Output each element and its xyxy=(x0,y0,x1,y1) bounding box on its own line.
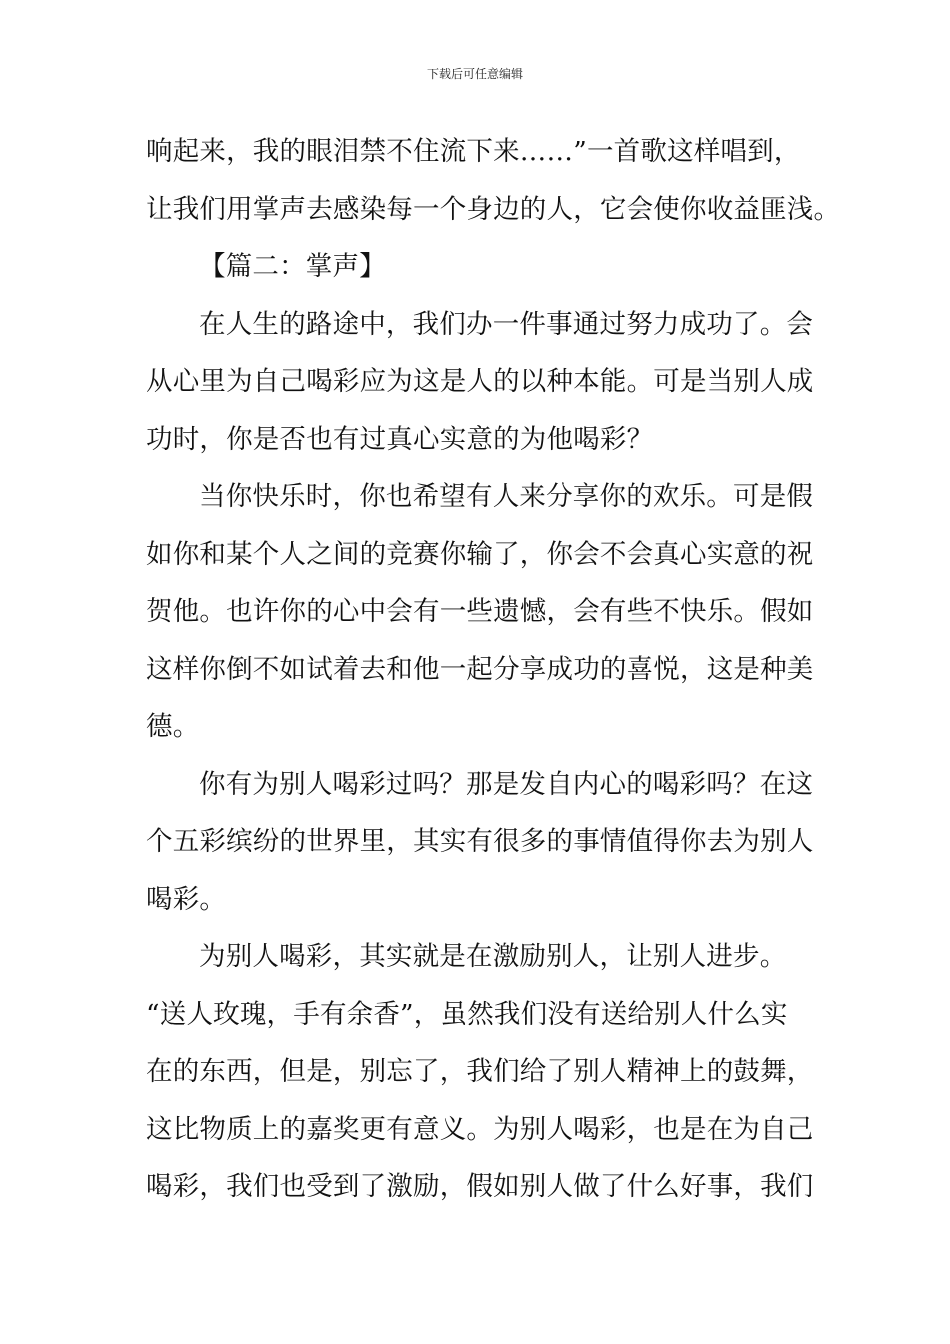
text-line: 如你和某个人之间的竞赛你输了，你会不会真心实意的祝 xyxy=(146,538,814,570)
text-line: 个五彩缤纷的世界里，其实有很多的事情值得你去为别人 xyxy=(146,826,814,857)
text-line: 贺他。也许你的心中会有一些遗憾，会有些不快乐。假如 xyxy=(146,596,814,627)
text-line: 功时，你是否也有过真心实意的为他喝彩？ xyxy=(146,423,654,455)
paragraph-start-line: 为别人喝彩，其实就是在激励别人，让别人进步。 xyxy=(199,941,787,972)
document-body xyxy=(146,123,841,1216)
paragraph-start-line: 你有为别人喝彩过吗？那是发自内心的喝彩吗？在这 xyxy=(199,768,814,800)
text-line: 这比物质上的嘉奖更有意义。为别人喝彩，也是在为自己 xyxy=(146,1113,814,1145)
text-line: 德。 xyxy=(146,711,200,742)
text-line: 让我们用掌声去感染每一个身边的人，它会使你收益匪浅。 xyxy=(146,193,841,225)
text-line: 从心里为自己喝彩应为这是人的以种本能。可是当别人成 xyxy=(146,366,814,397)
section-heading: 【篇二：掌声】 xyxy=(199,251,386,282)
text-line: 响起来，我的眼泪禁不住流下来……”一首歌这样唱到， xyxy=(146,136,801,167)
text-line: 喝彩，我们也受到了激励，假如别人做了什么好事，我们 xyxy=(146,1171,814,1202)
page-header: 下载后可任意编辑 xyxy=(426,67,523,81)
text-line: 喝彩。 xyxy=(146,883,227,915)
text-line: 这样你倒不如试着去和他一起分享成功的喜悦，这是种美 xyxy=(146,653,814,685)
paragraph-start-line: 当你快乐时，你也希望有人来分享你的欢乐。可是假 xyxy=(199,481,814,512)
text-line: 在的东西，但是，别忘了，我们给了别人精神上的鼓舞， xyxy=(146,1056,814,1087)
paragraph-start-line: 在人生的路途中，我们办一件事通过努力成功了。会 xyxy=(199,308,814,340)
text-line: “送人玫瑰，手有余香”，虽然我们没有送给别人什么实 xyxy=(146,998,788,1030)
